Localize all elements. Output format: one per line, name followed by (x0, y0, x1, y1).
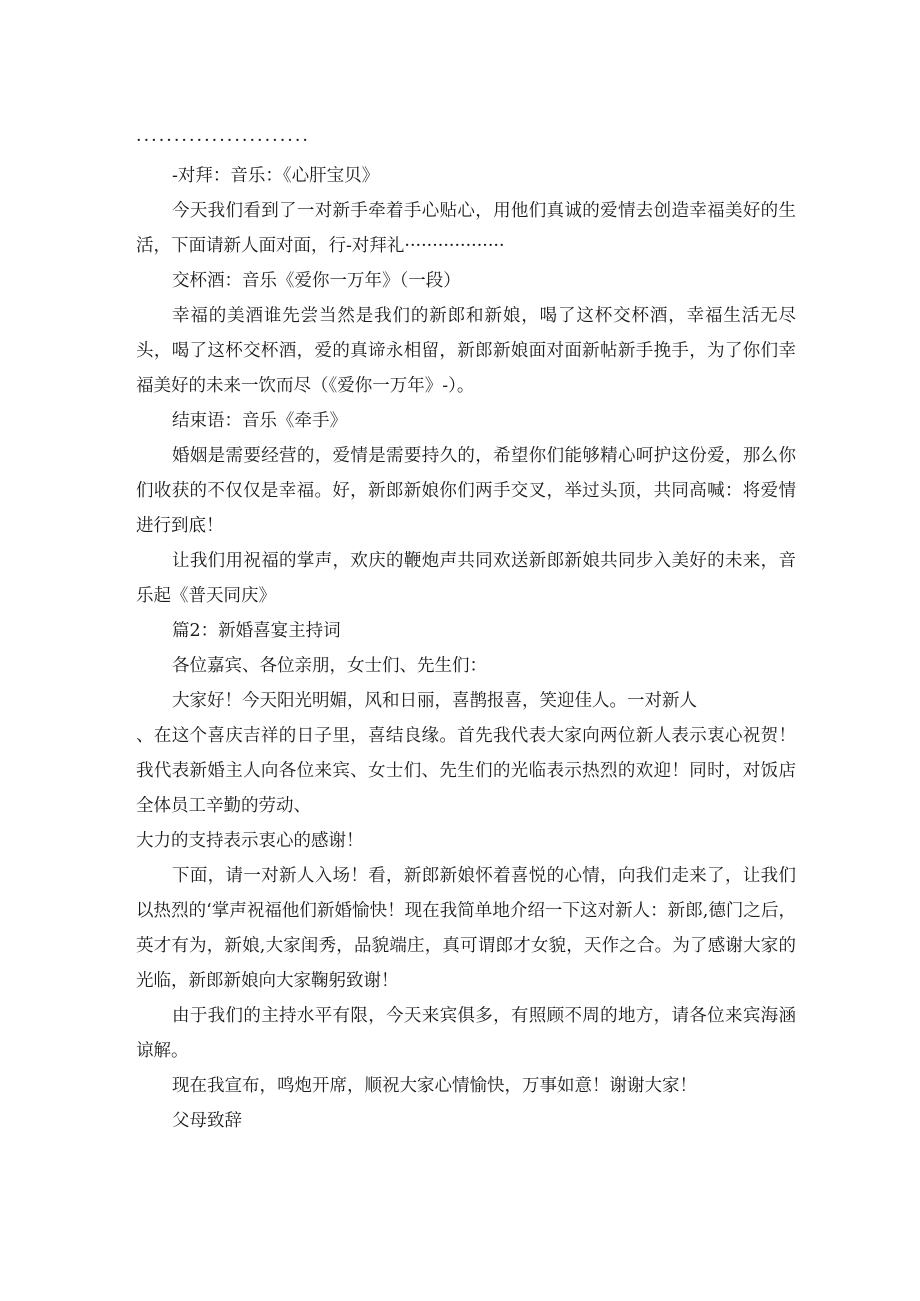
section-heading-toast: 交杯酒：音乐《爱你一万年》（一段） (172, 271, 461, 291)
document-body (136, 124, 796, 1139)
chapter-heading: 篇2：新婚喜宴主持词 (172, 621, 341, 641)
section-heading-mutual-bow: -对拜：音乐：《心肝宝贝》 (172, 166, 380, 186)
paragraph: 婚姻是需要经营的，爱情是需要持久的，希望你们能够精心呵护这份爱，那么你们收获的不仅仅是幸福。好，新郎新娘你们两手交叉，举过头顶，共同高喊：将爱情进行到底！ (136, 446, 796, 536)
paragraph: 现在我宣布，鸣炮开席，顺祝大家心情愉快，万事如意！谢谢大家！ (172, 1076, 697, 1096)
paragraph: 今天我们看到了一对新手牵着手心贴心，用他们真诚的爱情去创造幸福美好的生活，下面请新人面对面，行-对拜礼·················· (136, 201, 796, 256)
paragraph: 幸福的美酒谁先尝当然是我们的新郎和新娘，喝了这杯交杯酒，幸福生活无尽头，喝了这杯交杯酒，爱的真谛永相留，新郎新娘面对面新帖新手挽手，为了你们幸福美好的未来一饮而尽（《爱你一万年》-）。 (136, 306, 796, 396)
paragraph: 由于我们的主持水平有限，今天来宾俱多，有照顾不周的地方，请各位来宾海涵谅解。 (136, 1006, 796, 1061)
paragraph: 下面，请一对新人入场！看，新郎新娘怀着喜悦的心情，向我们走来了，让我们以热烈的‘掌声祝福他们新婚愉快！现在我简单地介绍一下这对新人：新郎,德门之后，英才有为，新娘,大家闺秀，品貌端庄，真可谓郎才女貌，天作之合。为了感谢大家的光临，新郎新娘向大家鞠躬致谢！ (136, 866, 796, 991)
section-heading-closing: 结束语：音乐《牵手》 (172, 411, 347, 431)
salutation: 各位嘉宾、各位亲朋，女士们、先生们： (172, 656, 487, 676)
section-heading-parents-speech: 父母致辞 (172, 1111, 242, 1131)
paragraph: 、在这个喜庆吉祥的日子里，喜结良缘。首先我代表大家向两位新人表示衷心祝贺！我代表新婚主人向各位来宾、女士们、先生们的光临表示热烈的欢迎！同时，对饭店全体员工辛勤的劳动、 (136, 726, 796, 816)
paragraph: 大力的支持表示衷心的感谢！ (136, 831, 364, 851)
paragraph: 大家好！今天阳光明媚，风和日丽，喜鹊报喜，笑迎佳人。一对新人 (172, 691, 697, 711)
paragraph: 让我们用祝福的掌声，欢庆的鞭炮声共同欢送新郎新娘共同步入美好的未来，音乐起《普天同庆》 (136, 551, 796, 606)
dotted-leader: ······················· (136, 131, 310, 151)
